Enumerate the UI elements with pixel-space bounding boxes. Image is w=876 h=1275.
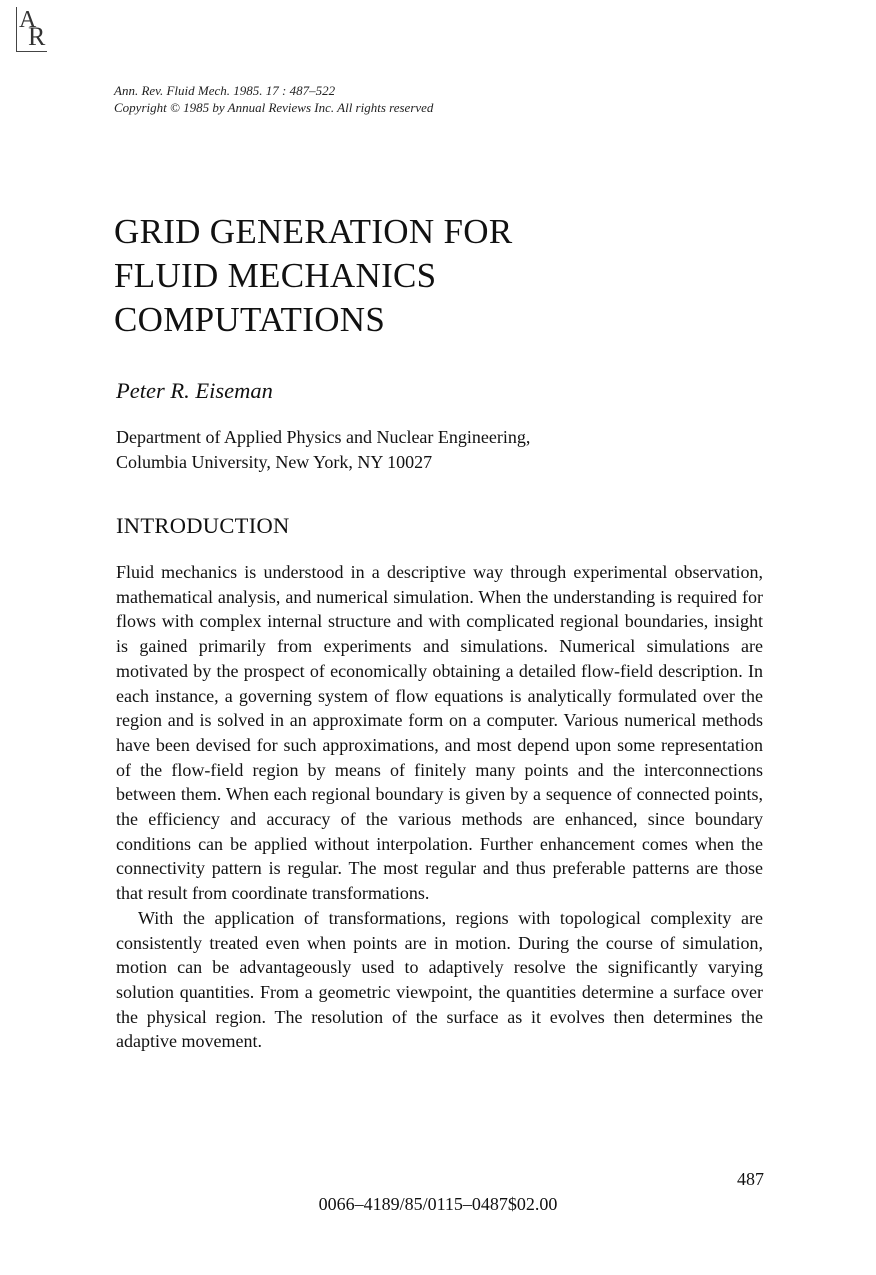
publisher-logo [16,7,47,52]
title-line-2: FLUID MECHANICS [114,256,437,295]
page-number: 487 [737,1169,764,1189]
citation-line-copyright: Copyright © 1985 by Annual Reviews Inc. All rights reserved [114,100,434,115]
author-affiliation [116,425,530,475]
journal-citation [114,82,433,116]
section-heading: INTRODUCTION [116,513,290,538]
article-title [114,210,512,342]
citation-line-journal: Ann. Rev. Fluid Mech. 1985. 17 : 487–522 [114,83,336,98]
body-text [116,560,763,1054]
author-name: Peter R. Eiseman [116,378,273,403]
title-line-3: COMPUTATIONS [114,300,386,339]
logo-letter-a: A [19,7,37,33]
article-code: 0066–4189/85/0115–0487$02.00 [318,1194,558,1214]
paragraph: Fluid mechanics is understood in a descriptive way through experimental observation, mathematical analysis, and numerical simulation. When the understanding is required for flows with complex internal structure and with complicated regional boundaries, insight is gained primarily from experiments and simulations. Numerical simulations are motivated by the prospect of economically obtaining a detailed flow-field description. In each instance, a governing system of flow equations is analytically formulated over the region and is solved in an approximate form on a computer. Various numerical methods have been devised for such approximations, and most depend upon some representation of the flow-field region by means of finitely many points and the interconnections between them. When each regional boundary is given by a sequence of connected points, the efficiency and accuracy of the various methods are enhanced, since boundary conditions can be applied without interpolation. Further enhancement comes when the connectivity pattern is regular. The most regular and thus preferable patterns are those that result from coordinate transformations. [116,562,763,904]
logo-letter-r: R [28,22,46,51]
affiliation-line-2: Columbia University, New York, NY 10027 [116,452,433,472]
title-line-1: GRID GENERATION FOR [114,212,513,251]
affiliation-line-1: Department of Applied Physics and Nuclear Engineering, [116,427,531,447]
paragraph: With the application of transformations, regions with topological complexity are consistently treated even when points are in motion. During the course of simulation, motion can be advantageously used to adaptively resolve the significantly varying solution quantities. From a geometric viewpoint, the quantities determine a surface over the physical region. The resolution of the surface as it evolves then determines the adaptive movement. [116,907,763,1052]
